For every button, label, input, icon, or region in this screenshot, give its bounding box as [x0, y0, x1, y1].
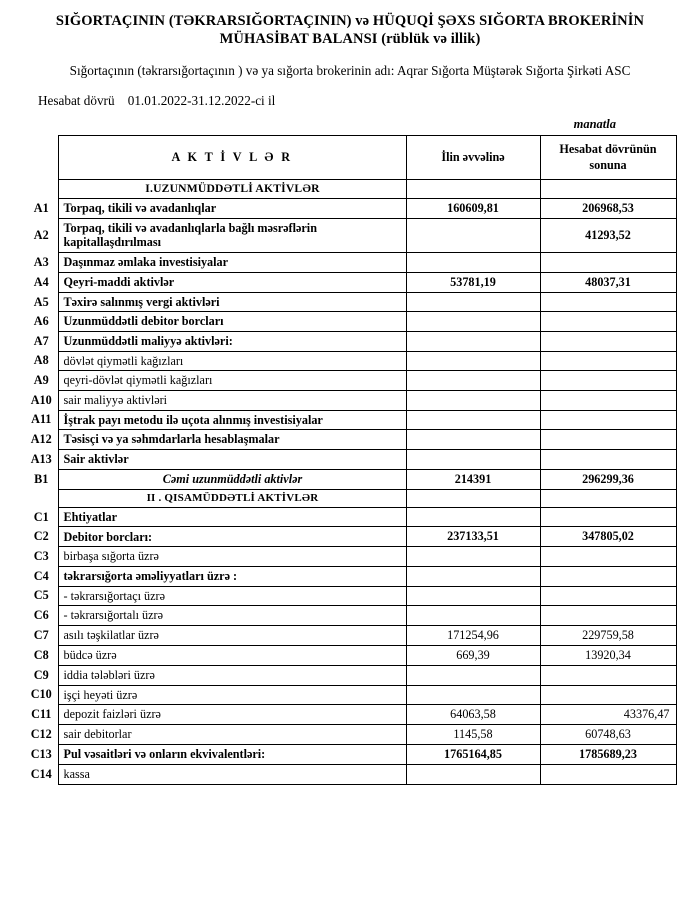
row-label: sair maliyyə aktivləri	[58, 390, 406, 410]
row-code: A8	[33, 353, 49, 368]
row-value-begin: 1765164,85	[406, 745, 540, 765]
row-label: asılı təşkilatlar üzrə	[58, 625, 406, 645]
row-value-begin	[406, 606, 540, 626]
row-code: C8	[33, 647, 49, 662]
row-value-begin	[406, 566, 540, 586]
title-line-1: SIĞORTAÇININ (TƏKRARSIĞORTAÇININ) və HÜQUQİ ŞƏXS SIĞORTA BROKERİNİN	[55, 13, 645, 29]
row-value-end	[540, 410, 676, 430]
row-code: C2	[33, 529, 49, 544]
row-code: C4	[33, 568, 49, 583]
row-label: qeyri-dövlət qiymətli kağızları	[58, 371, 406, 391]
section-header-row	[28, 489, 676, 507]
row-value-end: 296299,36	[540, 469, 676, 489]
row-label: Torpaq, tikili və avadanlıqlar	[58, 198, 406, 218]
table-row	[28, 253, 676, 273]
row-value-end	[540, 371, 676, 391]
row-value-end: 229759,58	[540, 625, 676, 645]
row-value-begin: 669,39	[406, 645, 540, 665]
row-code: C10	[30, 687, 52, 702]
table-row	[28, 332, 676, 352]
title-line-2: MÜHASİBAT BALANSI (rüblük və illik)	[219, 31, 481, 48]
row-value-begin	[406, 218, 540, 252]
row-code: C6	[33, 608, 49, 623]
row-code: A11	[31, 412, 52, 427]
row-label: Daşınmaz əmlaka investisiyalar	[58, 253, 406, 273]
row-value-end: 60748,63	[540, 725, 676, 745]
row-value-end	[540, 449, 676, 469]
row-value-begin: 237133,51	[406, 527, 540, 547]
row-value-begin	[406, 507, 540, 527]
row-label: Torpaq, tikili və avadanlıqlarla bağlı məsrəflərin kapitallaşdırılması	[58, 218, 406, 252]
row-code: A13	[30, 451, 52, 466]
row-code	[28, 179, 58, 198]
row-label: Cəmi uzunmüddətli aktivlər	[58, 469, 406, 489]
row-code: A7	[33, 333, 49, 348]
row-value-end	[540, 430, 676, 450]
row-code: C13	[30, 747, 52, 762]
row-value-begin	[406, 586, 540, 606]
table-row	[28, 410, 676, 430]
row-value-end	[540, 507, 676, 527]
section-header-row	[28, 179, 676, 198]
row-label: təkrarsığorta əməliyyatları üzrə :	[58, 566, 406, 586]
table-row	[28, 351, 676, 371]
reporting-period-value: 01.01.2022-31.12.2022-ci il	[127, 93, 276, 109]
section-value-2	[540, 179, 676, 198]
row-label: - təkrarsığortalı üzrə	[58, 606, 406, 626]
table-row	[28, 312, 676, 332]
row-label: Debitor borcları:	[58, 527, 406, 547]
header-begin-year: İlin əvvəlinə	[406, 136, 540, 180]
section-value-1	[406, 179, 540, 198]
header-code	[28, 136, 58, 180]
row-code: A5	[33, 294, 49, 309]
row-label: depozit faizləri üzrə	[58, 705, 406, 725]
row-value-end: 13920,34	[540, 645, 676, 665]
row-code: A2	[33, 227, 49, 242]
row-value-begin	[406, 685, 540, 705]
row-value-begin	[406, 430, 540, 450]
row-label: İştrak payı metodu ilə uçota alınmış investisiyalar	[58, 410, 406, 430]
table-row	[28, 745, 676, 765]
row-label: Qeyri-maddi aktivlər	[58, 272, 406, 292]
row-value-begin	[406, 665, 540, 685]
document-page	[0, 12, 700, 904]
table-row	[28, 606, 676, 626]
table-header-row	[28, 136, 676, 180]
row-value-end: 1785689,23	[540, 745, 676, 765]
row-label: Uzunmüddətli maliyyə aktivləri:	[58, 332, 406, 352]
row-value-begin	[406, 410, 540, 430]
row-value-end: 347805,02	[540, 527, 676, 547]
row-code: C3	[33, 549, 49, 564]
row-label: büdcə üzrə	[58, 645, 406, 665]
row-code: C5	[33, 588, 49, 603]
row-value-end	[540, 566, 676, 586]
row-label: kassa	[58, 765, 406, 785]
row-code: C11	[31, 707, 52, 722]
reporting-period-label: Hesabat dövrü	[38, 93, 115, 109]
table-row	[28, 218, 676, 252]
row-value-begin: 64063,58	[406, 705, 540, 725]
row-label: Ehtiyatlar	[58, 507, 406, 527]
row-value-end	[540, 665, 676, 685]
row-value-begin	[406, 292, 540, 312]
row-value-end	[540, 390, 676, 410]
table-row	[28, 645, 676, 665]
row-label: Uzunmüddətli debitor borcları	[58, 312, 406, 332]
row-value-begin	[406, 253, 540, 273]
header-end-period-line1: Hesabat dövrünün	[559, 142, 657, 157]
row-code: A10	[30, 392, 52, 407]
company-name-line: Sığortaçının (təkrarsığortaçının ) və ya sığorta brokerinin adı: Aqrar Sığorta Müştərək Sığorta Şirkəti ASC	[69, 63, 631, 79]
row-value-begin	[406, 312, 540, 332]
row-value-end	[540, 606, 676, 626]
table-row	[28, 765, 676, 785]
row-code: B1	[34, 471, 49, 486]
reporting-period	[38, 93, 700, 109]
row-value-begin: 1145,58	[406, 725, 540, 745]
row-value-end	[540, 685, 676, 705]
row-value-begin	[406, 765, 540, 785]
table-row	[28, 705, 676, 725]
table-row	[28, 449, 676, 469]
table-row	[28, 566, 676, 586]
row-code: A12	[30, 432, 52, 447]
section-value-1	[406, 489, 540, 507]
table-row	[28, 272, 676, 292]
balance-sheet-table	[28, 135, 677, 784]
section-value-2	[540, 489, 676, 507]
units-label: manatla	[573, 117, 616, 132]
table-row	[28, 430, 676, 450]
row-value-begin: 53781,19	[406, 272, 540, 292]
page-title	[24, 12, 676, 48]
row-value-end: 41293,52	[540, 218, 676, 252]
row-code: A4	[33, 274, 49, 289]
row-value-begin	[406, 449, 540, 469]
header-assets: A K T İ V L Ə R	[58, 136, 406, 180]
header-end-period	[540, 136, 676, 180]
table-row	[28, 507, 676, 527]
row-label: Sair aktivlər	[58, 449, 406, 469]
row-value-end	[540, 332, 676, 352]
row-code: C1	[33, 509, 49, 524]
row-code: C7	[33, 627, 49, 642]
row-value-end	[540, 765, 676, 785]
row-label: birbaşa sığorta üzrə	[58, 547, 406, 567]
row-code: A6	[33, 314, 49, 329]
row-value-end	[540, 547, 676, 567]
row-label: Pul vəsaitləri və onların ekvivalentləri:	[58, 745, 406, 765]
row-label: Təsisçi və ya səhmdarlarla hesablaşmalar	[58, 430, 406, 450]
row-value-end	[540, 351, 676, 371]
row-label: sair debitorlar	[58, 725, 406, 745]
table-row	[28, 527, 676, 547]
table-row	[28, 198, 676, 218]
row-code: C9	[33, 667, 49, 682]
row-value-end: 206968,53	[540, 198, 676, 218]
section-title-long-term: I.UZUNMÜDDƏTLİ AKTİVLƏR	[58, 179, 406, 198]
table-row	[28, 371, 676, 391]
row-value-end: 48037,31	[540, 272, 676, 292]
table-row	[28, 390, 676, 410]
row-label: - təkrarsığortaçı üzrə	[58, 586, 406, 606]
section-title-short-term: II . QISAMÜDDƏTLİ AKTİVLƏR	[58, 489, 406, 507]
table-row	[28, 547, 676, 567]
table-row	[28, 625, 676, 645]
row-code	[28, 489, 58, 507]
row-value-end	[540, 253, 676, 273]
table-row	[28, 725, 676, 745]
row-code: C14	[30, 766, 52, 781]
row-label: dövlət qiymətli kağızları	[58, 351, 406, 371]
row-code: A1	[33, 200, 49, 215]
table-body	[28, 179, 676, 784]
row-value-begin	[406, 390, 540, 410]
row-value-begin: 171254,96	[406, 625, 540, 645]
row-label: iddia tələbləri üzrə	[58, 665, 406, 685]
row-value-begin: 214391	[406, 469, 540, 489]
row-code: A3	[33, 254, 49, 269]
table-row	[28, 685, 676, 705]
row-value-end	[540, 312, 676, 332]
row-value-begin	[406, 332, 540, 352]
row-code: A9	[33, 373, 49, 388]
row-value-begin	[406, 351, 540, 371]
table-row	[28, 586, 676, 606]
table-row	[28, 665, 676, 685]
table-row	[28, 292, 676, 312]
row-label: Təxirə salınmış vergi aktivləri	[58, 292, 406, 312]
row-code: C12	[30, 727, 52, 742]
row-value-end	[540, 586, 676, 606]
row-value-begin	[406, 547, 540, 567]
row-value-begin	[406, 371, 540, 391]
row-value-end: 43376,47	[540, 705, 676, 725]
row-label: işçi heyəti üzrə	[58, 685, 406, 705]
header-end-period-line2: sonuna	[589, 157, 627, 172]
row-value-begin: 160609,81	[406, 198, 540, 218]
row-value-end	[540, 292, 676, 312]
table-row-total	[28, 469, 676, 489]
